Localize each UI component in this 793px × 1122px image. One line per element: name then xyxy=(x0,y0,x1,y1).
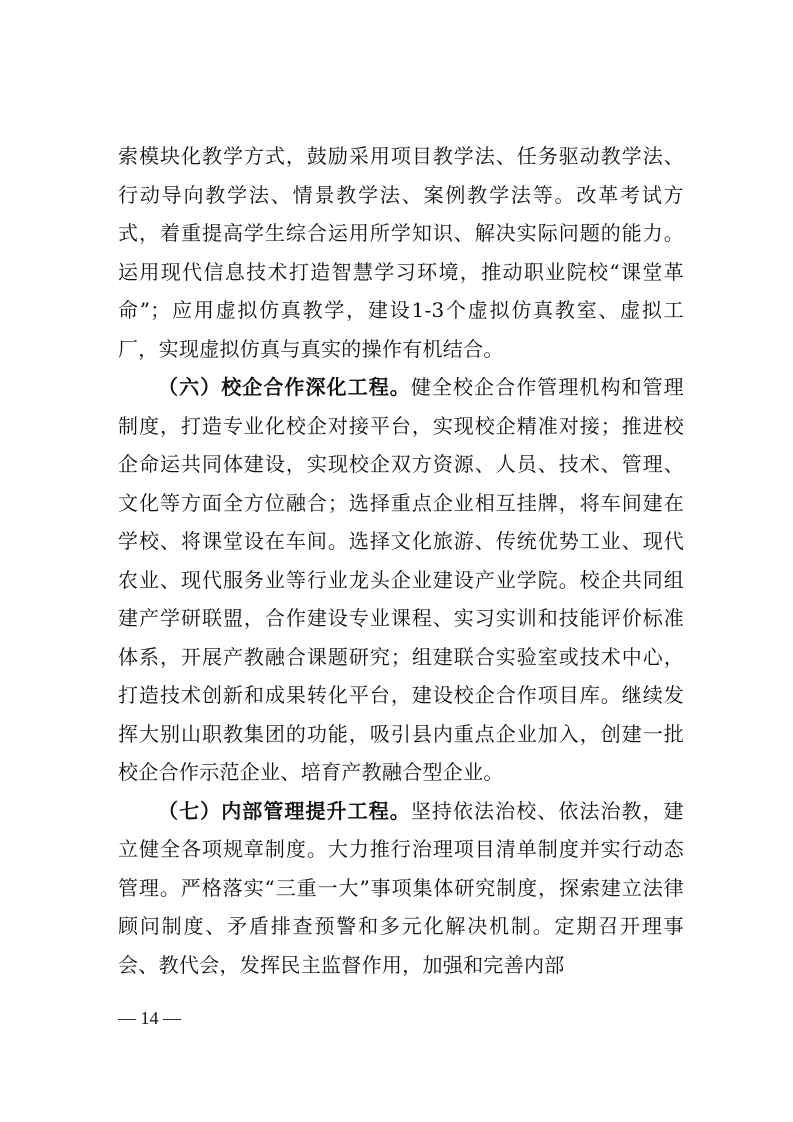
page-number: — 14 — xyxy=(118,1008,181,1028)
paragraph-text: 索模块化教学方式，鼓励采用项目教学法、任务驱动教学法、行动导向教学法、情景教学法、案例教学法等。改革考试方式，着重提高学生综合运用所学知识、解决实际问题的能力。运用现代信息技术打造智慧学习环境，推动职业院校“课堂革命”；应用虚拟仿真教学，建设1-3个虚拟仿真教室、虚拟工厂，实现虚拟仿真与真实的操作有机结合。 xyxy=(118,144,684,361)
paragraph-text: 坚持依法治校、依法治教，建立健全各项规章制度。大力推行治理项目清单制度并实行动态管理。严格落实“三重一大”事项集体研究制度，探索建立法律顾问制度、矛盾排查预警和多元化解决机制。定期召开理事会、教代会，发挥民主监督作用，加强和完善内部 xyxy=(118,798,684,977)
paragraph-continuation xyxy=(118,137,684,368)
paragraph-school-enterprise xyxy=(118,368,684,792)
section-heading-six: （六）校企合作深化工程。 xyxy=(158,375,411,399)
document-body xyxy=(118,137,684,984)
paragraph-text: 健全校企合作管理机构和管理制度，打造专业化校企对接平台，实现校企精准对接；推进校企命运共同体建设，实现校企双方资源、人员、技术、管理、文化等方面全方位融合；选择重点企业相互挂牌，将车间建在学校、将课堂设在车间。选择文化旅游、传统优势工业、现代农业、现代服务业等行业龙头企业建设产业学院。校企共同组建产学研联盟，合作建设专业课程、实习实训和技能评价标准体系，开展产教融合课题研究；组建联合实验室或技术中心，打造技术创新和成果转化平台，建设校企合作项目库。继续发挥大别山职教集团的功能，吸引县内重点企业加入，创建一批校企合作示范企业、培育产教融合型企业。 xyxy=(118,375,684,784)
paragraph-internal-management xyxy=(118,792,684,985)
section-heading-seven: （七）内部管理提升工程。 xyxy=(158,798,411,823)
